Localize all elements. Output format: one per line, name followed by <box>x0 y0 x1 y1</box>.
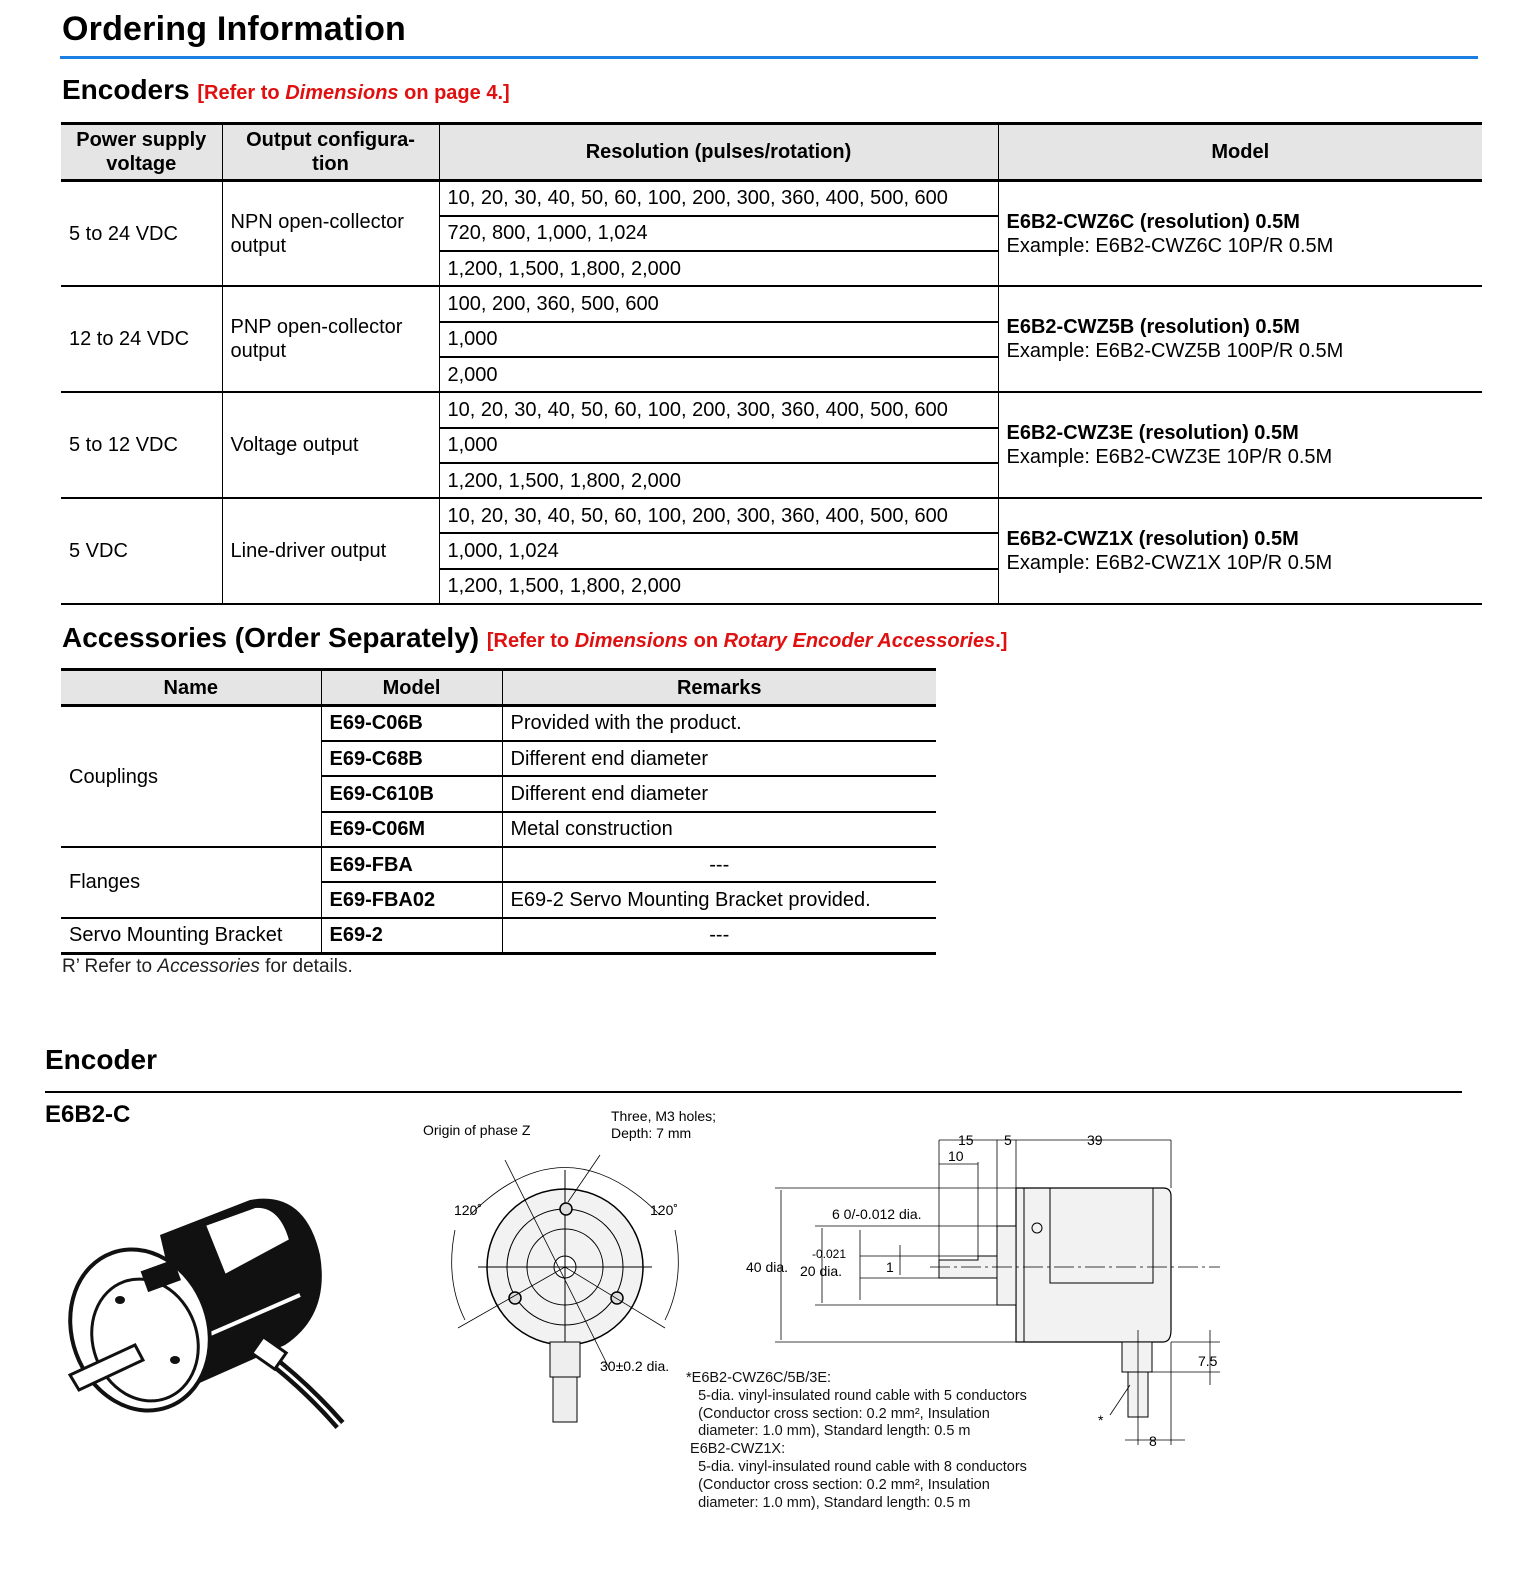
label-holes-line2: Depth: 7 mm <box>611 1125 692 1141</box>
accessory-remarks: --- <box>502 918 936 953</box>
cable-marker: * <box>1098 1412 1104 1428</box>
model-cell <box>998 286 1482 392</box>
ref-italic-dimensions: Dimensions <box>574 630 689 652</box>
table-row <box>61 918 936 953</box>
resolution-cell: 2,000 <box>439 357 998 392</box>
ref-suffix: on page 4.] <box>398 82 510 104</box>
encoders-ref-link[interactable] <box>197 82 509 104</box>
table-row <box>61 498 1482 533</box>
dim-8: 8 <box>1149 1433 1157 1449</box>
voltage-cell: 5 VDC <box>61 498 222 604</box>
header-remarks: Remarks <box>502 670 936 706</box>
accessory-model: E69-C68B <box>321 741 502 776</box>
cable-note-line: 5-dia. vinyl-insulated round cable with 8 conductors <box>686 1458 1027 1475</box>
cable-note-line: diameter: 1.0 mm), Standard length: 0.5 m <box>686 1494 971 1511</box>
ref-prefix: [Refer to <box>197 82 286 104</box>
model-example: Example: E6B2-CWZ5B 100P/R 0.5M <box>1006 340 1344 363</box>
label-holes-line1: Three, M3 holes; <box>611 1108 717 1124</box>
header-model: Model <box>321 670 502 706</box>
dim-39: 39 <box>1087 1132 1103 1148</box>
accessory-model: E69-C06M <box>321 812 502 847</box>
encoders-header-row <box>61 124 1482 181</box>
dim-boss-dia: 20 dia. <box>800 1263 843 1279</box>
model-cell <box>998 498 1482 604</box>
dimensions-rule <box>45 1091 1462 1093</box>
resolution-cell: 10, 20, 30, 40, 50, 60, 100, 200, 300, 360, 400, 500, 600 <box>439 498 998 533</box>
model-example: Example: E6B2-CWZ1X 10P/R 0.5M <box>1006 552 1333 575</box>
dim-1: 1 <box>886 1259 894 1275</box>
accessories-ref-link[interactable] <box>487 630 1008 652</box>
dim-7-5: 7.5 <box>1198 1353 1218 1369</box>
title-underline <box>60 56 1478 59</box>
cable-note-line: (Conductor cross section: 0.2 mm², Insulation <box>686 1405 990 1422</box>
encoders-title: Encoders <box>62 74 190 105</box>
header-resolution: Resolution (pulses/rotation) <box>439 124 998 181</box>
model-code: E6B2-CWZ6C (resolution) 0.5M <box>1006 210 1300 233</box>
ref-italic-accessories: Rotary Encoder Accessories <box>723 630 996 652</box>
resolution-cell: 1,200, 1,500, 1,800, 2,000 <box>439 463 998 498</box>
resolution-cell: 100, 200, 360, 500, 600 <box>439 286 998 321</box>
encoders-table <box>61 122 1482 605</box>
accessory-remarks: --- <box>502 847 936 882</box>
resolution-cell: 10, 20, 30, 40, 50, 60, 100, 200, 300, 360, 400, 500, 600 <box>439 181 998 216</box>
dim-shaft-dia <box>832 1206 922 1222</box>
cable-note-line: (Conductor cross section: 0.2 mm², Insulation <box>686 1476 990 1493</box>
accessory-name: Couplings <box>61 706 321 848</box>
output-cell: Voltage output <box>222 392 439 498</box>
ref-italic: Dimensions <box>285 82 399 104</box>
encoder-product-illustration <box>65 1195 350 1435</box>
accessory-model: E69-C610B <box>321 776 502 811</box>
dim-boss-tol: -0.021 <box>812 1247 847 1261</box>
model-code: E6B2-CWZ3E (resolution) 0.5M <box>1006 422 1299 445</box>
model-heading: E6B2-C <box>45 1101 131 1128</box>
ref-mid: on <box>688 630 724 652</box>
header-voltage-line1: Power supply <box>76 129 207 151</box>
encoders-heading <box>62 74 510 106</box>
accessories-table <box>61 668 936 955</box>
dim-body-dia: 40 dia. <box>746 1259 789 1275</box>
header-voltage <box>61 124 222 181</box>
accessory-remarks: E69-2 Servo Mounting Bracket provided. <box>502 882 936 917</box>
cable-note-line: 5-dia. vinyl-insulated round cable with 5 conductors <box>686 1387 1027 1404</box>
ref-prefix: [Refer to <box>486 630 575 652</box>
accessory-remarks: Different end diameter <box>502 776 936 811</box>
header-model: Model <box>998 124 1482 181</box>
note-prefix: R’ Refer to <box>62 956 158 977</box>
model-code: E6B2-CWZ5B (resolution) 0.5M <box>1006 316 1300 339</box>
accessory-name: Servo Mounting Bracket <box>61 918 321 953</box>
label-origin-phase-z: Origin of phase Z <box>423 1122 531 1138</box>
cable-note <box>686 1370 1027 1512</box>
resolution-cell: 10, 20, 30, 40, 50, 60, 100, 200, 300, 360, 400, 500, 600 <box>439 392 998 427</box>
model-cell <box>998 181 1482 287</box>
accessories-heading <box>62 622 1007 654</box>
voltage-cell: 12 to 24 VDC <box>61 286 222 392</box>
accessories-title: Accessories (Order Separately) <box>62 622 480 653</box>
shaft-dia-text: 6 0/-0.012 dia. <box>832 1206 922 1222</box>
output-cell: NPN open-collector output <box>222 181 439 287</box>
accessory-name: Flanges <box>61 847 321 918</box>
header-output-line2: tion <box>312 153 349 175</box>
table-row <box>61 392 1482 427</box>
voltage-cell: 5 to 12 VDC <box>61 392 222 498</box>
accessory-remarks: Metal construction <box>502 812 936 847</box>
model-code: E6B2-CWZ1X (resolution) 0.5M <box>1006 528 1299 551</box>
accessory-model: E69-FBA <box>321 847 502 882</box>
ref-suffix: .] <box>995 630 1008 652</box>
resolution-cell: 720, 800, 1,000, 1,024 <box>439 216 998 251</box>
note-italic: Accessories <box>157 956 260 977</box>
output-cell: PNP open-collector output <box>222 286 439 392</box>
model-cell <box>998 392 1482 498</box>
resolution-cell: 1,200, 1,500, 1,800, 2,000 <box>439 569 998 604</box>
header-output-line1: Output configura- <box>246 129 415 151</box>
model-example: Example: E6B2-CWZ3E 10P/R 0.5M <box>1006 446 1333 469</box>
accessory-model: E69-C06B <box>321 706 502 741</box>
cable-note-line: E6B2-CWZ1X: <box>686 1441 786 1458</box>
front-view-drawing <box>440 1140 690 1430</box>
table-row <box>61 847 936 882</box>
resolution-cell: 1,000, 1,024 <box>439 533 998 568</box>
resolution-cell: 1,000 <box>439 428 998 463</box>
dim-10: 10 <box>948 1148 964 1164</box>
dim-5: 5 <box>1004 1132 1012 1148</box>
accessories-note <box>62 956 353 978</box>
label-angle-left: 120˚ <box>454 1202 483 1218</box>
resolution-cell: 1,200, 1,500, 1,800, 2,000 <box>439 251 998 286</box>
cable-note-line: diameter: 1.0 mm), Standard length: 0.5 m <box>686 1423 971 1440</box>
cable-note-line: *E6B2-CWZ6C/5B/3E: <box>686 1370 832 1386</box>
accessory-model: E69-2 <box>321 918 502 953</box>
voltage-cell: 5 to 24 VDC <box>61 181 222 287</box>
note-suffix: for details. <box>259 956 353 977</box>
output-cell: Line-driver output <box>222 498 439 604</box>
header-output <box>222 124 439 181</box>
label-angle-right: 120˚ <box>650 1202 679 1218</box>
dim-15: 15 <box>958 1132 974 1148</box>
resolution-cell: 1,000 <box>439 322 998 357</box>
model-example: Example: E6B2-CWZ6C 10P/R 0.5M <box>1006 234 1334 257</box>
table-row <box>61 286 1482 321</box>
accessory-remarks: Different end diameter <box>502 741 936 776</box>
table-row <box>61 706 936 741</box>
page-title: Ordering Information <box>62 10 406 48</box>
header-name: Name <box>61 670 321 706</box>
accessories-header-row <box>61 670 936 706</box>
label-30-dia: 30±0.2 dia. <box>600 1358 670 1374</box>
accessory-remarks: Provided with the product. <box>502 706 936 741</box>
accessory-model: E69-FBA02 <box>321 882 502 917</box>
table-row <box>61 181 1482 216</box>
header-voltage-line2: voltage <box>106 153 177 175</box>
dimensions-title: Encoder <box>45 1044 158 1075</box>
